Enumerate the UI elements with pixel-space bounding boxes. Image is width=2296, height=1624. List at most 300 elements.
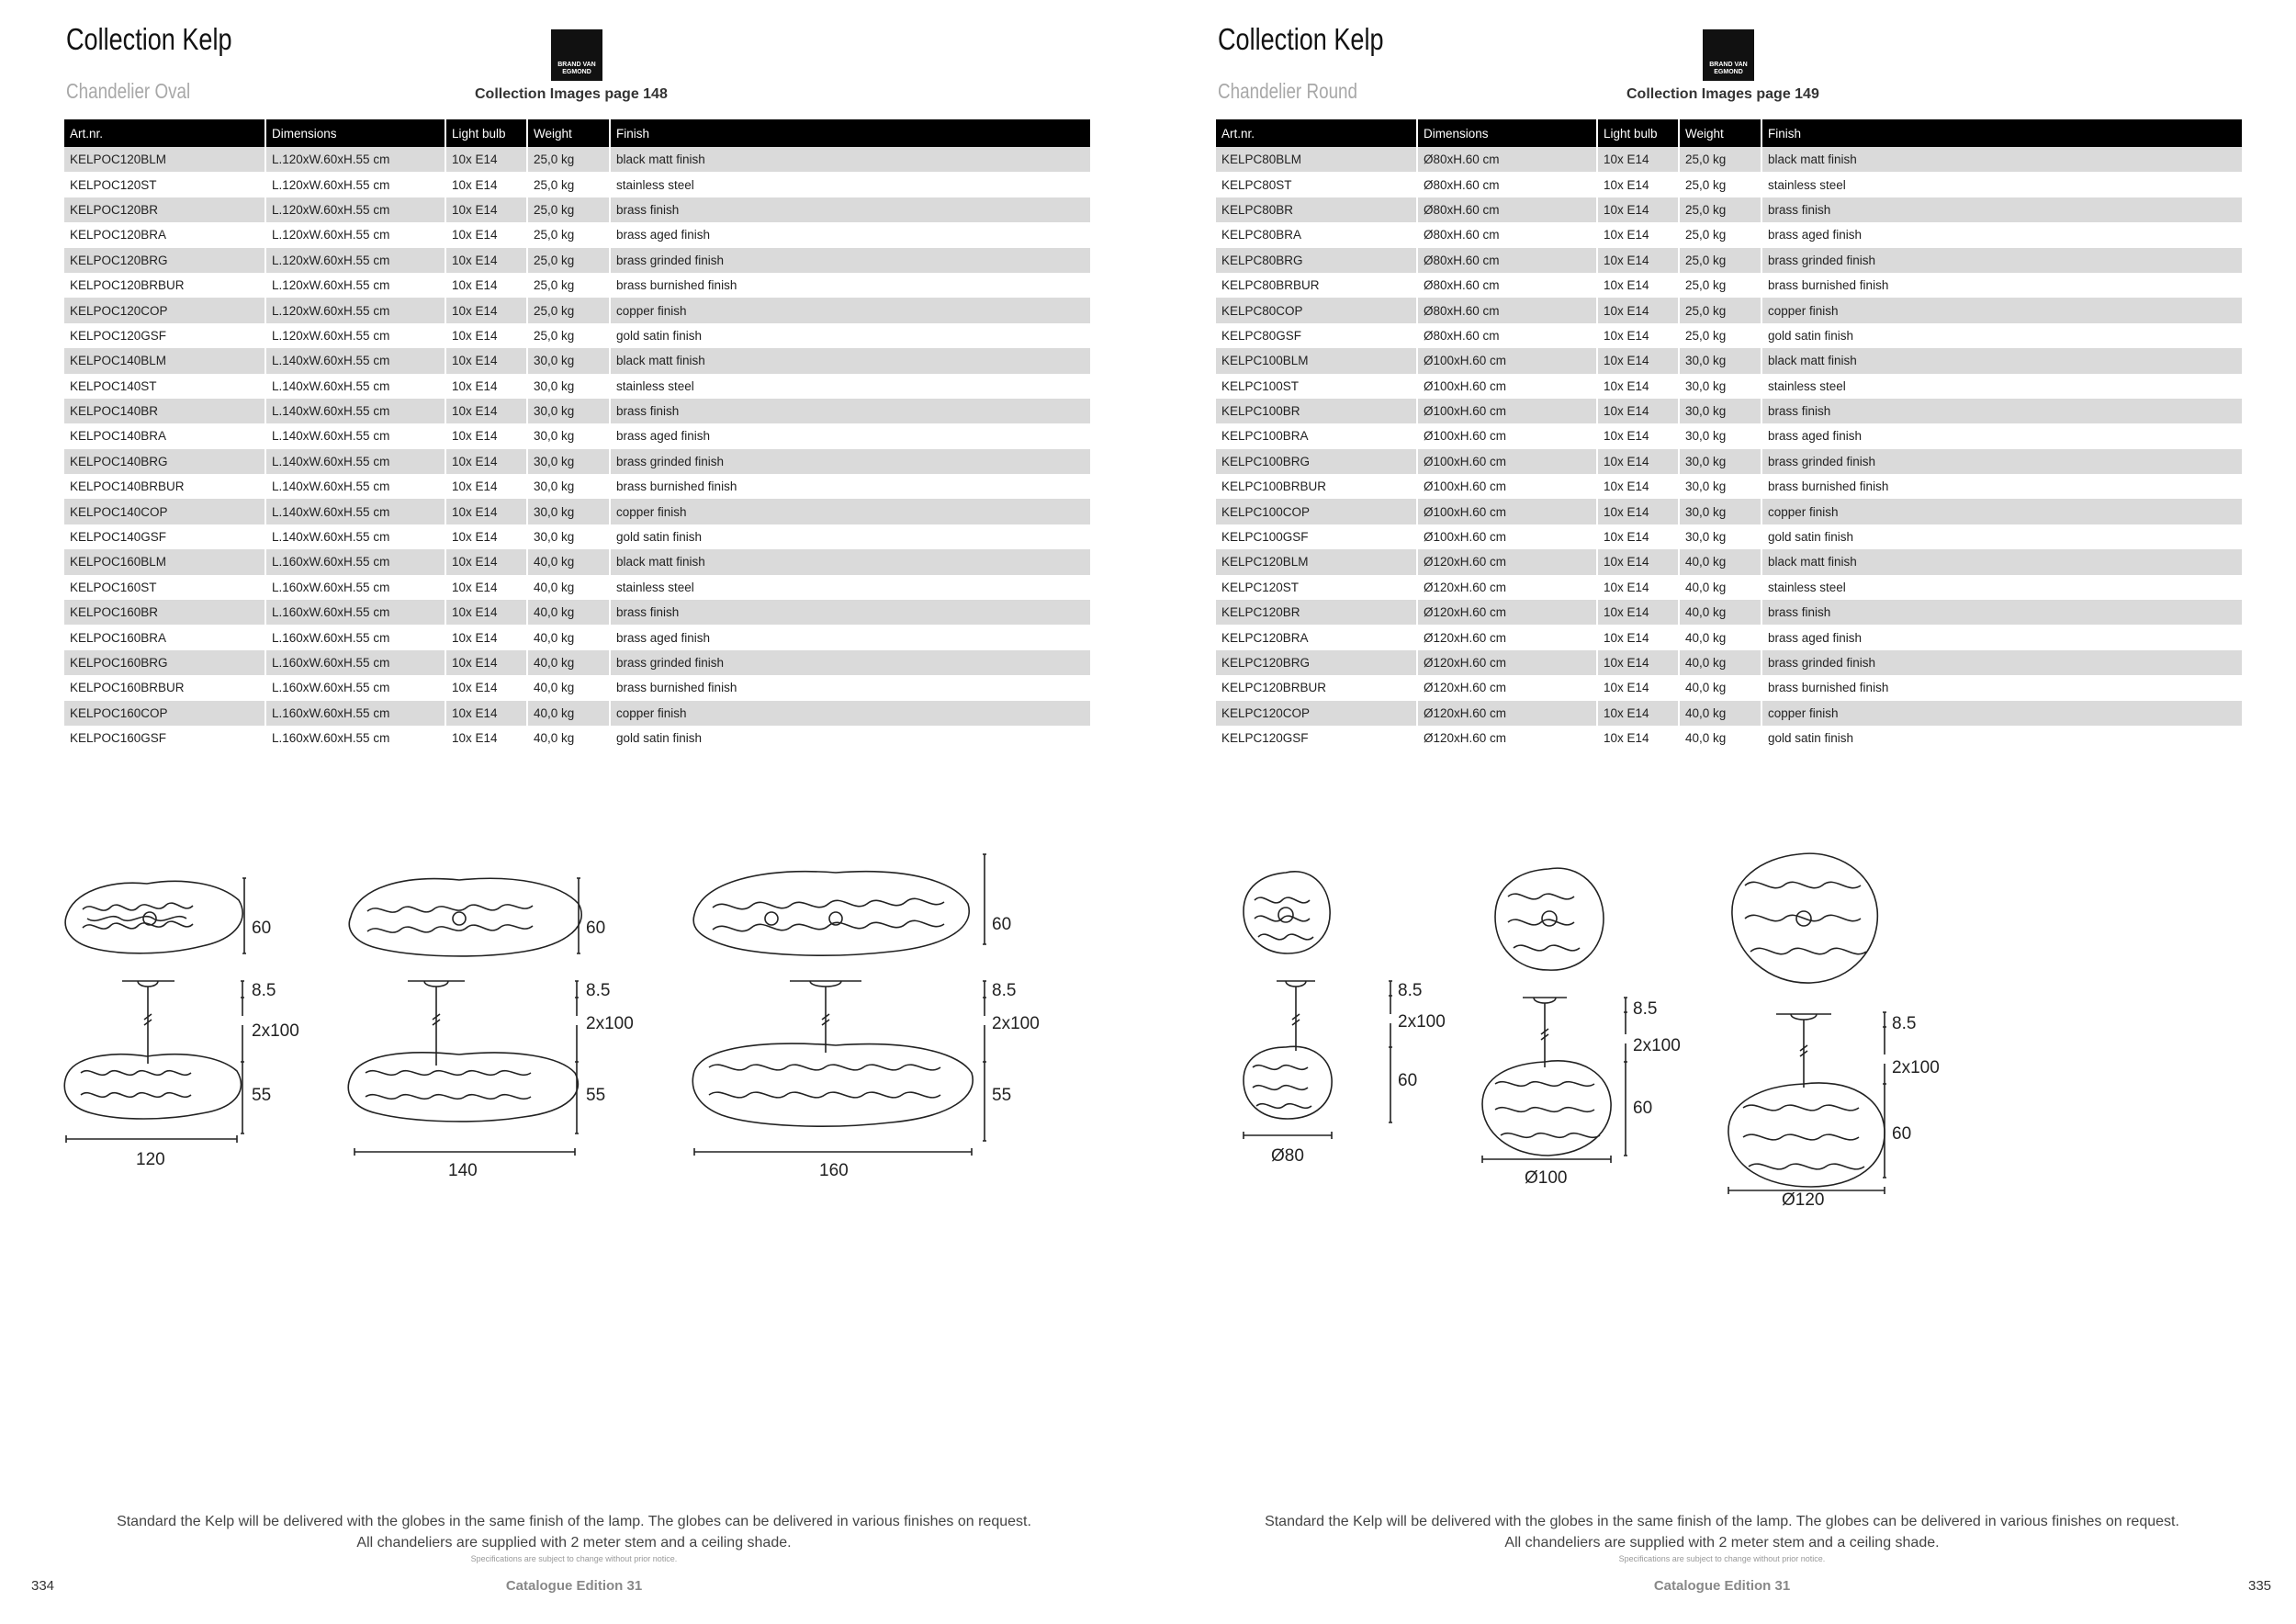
art-nr-cell: KELPC120BRA xyxy=(1216,625,1417,649)
finish-cell: stainless steel xyxy=(1761,575,2242,600)
light-bulb-cell: 10x E14 xyxy=(445,524,527,549)
table-row xyxy=(64,726,1090,750)
art-nr-cell: KELPC100BR xyxy=(1216,399,1417,423)
weight-cell: 30,0 kg xyxy=(1679,524,1761,549)
dimensions-cell: Ø80xH.60 cm xyxy=(1417,147,1597,172)
dim-stem-140: 2x100 xyxy=(586,1014,634,1033)
column-header-art-nr: Art.nr. xyxy=(64,119,265,147)
collection-title: Collection Kelp xyxy=(66,22,232,56)
light-bulb-cell: 10x E14 xyxy=(445,549,527,574)
art-nr-cell: KELPC100BRG xyxy=(1216,449,1417,474)
collection-subtitle: Chandelier Round xyxy=(1218,79,1358,103)
art-nr-cell: KELPC100COP xyxy=(1216,499,1417,524)
finish-cell: stainless steel xyxy=(1761,374,2242,399)
table-row xyxy=(1216,625,2242,649)
dimensions-cell: L.140xW.60xH.55 cm xyxy=(265,524,445,549)
catalogue-edition: Catalogue Edition 31 xyxy=(505,1578,643,1594)
weight-cell: 25,0 kg xyxy=(527,147,610,172)
dim-diameter-80: Ø80 xyxy=(1271,1146,1304,1166)
table-row xyxy=(1216,675,2242,700)
weight-cell: 30,0 kg xyxy=(1679,399,1761,423)
weight-cell: 30,0 kg xyxy=(527,524,610,549)
light-bulb-cell: 10x E14 xyxy=(1597,600,1679,625)
table-row xyxy=(1216,248,2242,273)
dimensions-cell: Ø100xH.60 cm xyxy=(1417,499,1597,524)
dimensions-cell: L.140xW.60xH.55 cm xyxy=(265,499,445,524)
finish-cell: stainless steel xyxy=(610,172,1090,197)
column-header-dimensions: Dimensions xyxy=(265,119,445,147)
weight-cell: 40,0 kg xyxy=(1679,575,1761,600)
finish-cell: copper finish xyxy=(1761,701,2242,726)
light-bulb-cell: 10x E14 xyxy=(445,273,527,298)
table-row xyxy=(1216,222,2242,247)
weight-cell: 30,0 kg xyxy=(527,374,610,399)
light-bulb-cell: 10x E14 xyxy=(445,323,527,348)
weight-cell: 25,0 kg xyxy=(1679,197,1761,222)
art-nr-cell: KELPOC140COP xyxy=(64,499,265,524)
light-bulb-cell: 10x E14 xyxy=(1597,449,1679,474)
column-header-art-nr: Art.nr. xyxy=(1216,119,1417,147)
art-nr-cell: KELPC80BRBUR xyxy=(1216,273,1417,298)
dimensions-cell: L.120xW.60xH.55 cm xyxy=(265,222,445,247)
table-row xyxy=(64,399,1090,423)
dimensions-cell: Ø80xH.60 cm xyxy=(1417,172,1597,197)
light-bulb-cell: 10x E14 xyxy=(445,399,527,423)
light-bulb-cell: 10x E14 xyxy=(445,172,527,197)
weight-cell: 30,0 kg xyxy=(1679,423,1761,448)
finish-cell: brass burnished finish xyxy=(610,675,1090,700)
weight-cell: 30,0 kg xyxy=(527,499,610,524)
table-row xyxy=(64,524,1090,549)
table-row xyxy=(1216,449,2242,474)
dimensions-cell: L.120xW.60xH.55 cm xyxy=(265,323,445,348)
oval-160-side-view xyxy=(692,1043,973,1126)
finish-cell: brass grinded finish xyxy=(1761,248,2242,273)
dimensions-cell: Ø100xH.60 cm xyxy=(1417,524,1597,549)
finish-cell: black matt finish xyxy=(1761,549,2242,574)
page-number: 335 xyxy=(2248,1578,2272,1594)
light-bulb-cell: 10x E14 xyxy=(445,575,527,600)
weight-cell: 40,0 kg xyxy=(527,600,610,625)
dim-stem-120: 2x100 xyxy=(252,1021,299,1041)
light-bulb-cell: 10x E14 xyxy=(1597,675,1679,700)
collection-subtitle: Chandelier Oval xyxy=(66,79,191,103)
dimensions-cell: L.160xW.60xH.55 cm xyxy=(265,726,445,750)
light-bulb-cell: 10x E14 xyxy=(1597,248,1679,273)
table-row xyxy=(1216,575,2242,600)
dimensions-cell: Ø80xH.60 cm xyxy=(1417,273,1597,298)
light-bulb-cell: 10x E14 xyxy=(1597,147,1679,172)
finish-cell: brass finish xyxy=(1761,399,2242,423)
light-bulb-cell: 10x E14 xyxy=(1597,172,1679,197)
art-nr-cell: KELPOC140BRA xyxy=(64,423,265,448)
weight-cell: 25,0 kg xyxy=(1679,172,1761,197)
dimensions-cell: L.140xW.60xH.55 cm xyxy=(265,399,445,423)
art-nr-cell: KELPOC140GSF xyxy=(64,524,265,549)
column-header-weight: Weight xyxy=(1679,119,1761,147)
table-row xyxy=(1216,323,2242,348)
table-row xyxy=(64,374,1090,399)
dim-height-120: 60 xyxy=(1892,1124,1912,1144)
dimensions-cell: Ø120xH.60 cm xyxy=(1417,675,1597,700)
light-bulb-cell: 10x E14 xyxy=(1597,323,1679,348)
finish-cell: black matt finish xyxy=(610,348,1090,373)
delivery-note-line-2: All chandeliers are supplied with 2 meter stem and a ceiling shade. xyxy=(1504,1535,1940,1551)
catalogue-edition: Catalogue Edition 31 xyxy=(1653,1578,1791,1594)
table-row xyxy=(64,474,1090,499)
dimensions-cell: L.140xW.60xH.55 cm xyxy=(265,474,445,499)
dimensions-cell: L.120xW.60xH.55 cm xyxy=(265,248,445,273)
table-row xyxy=(64,248,1090,273)
light-bulb-cell: 10x E14 xyxy=(1597,348,1679,373)
dimensions-cell: L.140xW.60xH.55 cm xyxy=(265,449,445,474)
finish-cell: brass grinded finish xyxy=(610,449,1090,474)
finish-cell: brass burnished finish xyxy=(1761,474,2242,499)
dimensions-cell: L.120xW.60xH.55 cm xyxy=(265,197,445,222)
dimensions-cell: L.120xW.60xH.55 cm xyxy=(265,172,445,197)
dim-stem-100: 2x100 xyxy=(1633,1036,1681,1055)
weight-cell: 40,0 kg xyxy=(527,575,610,600)
finish-cell: brass finish xyxy=(610,197,1090,222)
weight-cell: 30,0 kg xyxy=(527,423,610,448)
table-row xyxy=(1216,650,2242,675)
dimensions-cell: L.160xW.60xH.55 cm xyxy=(265,600,445,625)
finish-cell: brass burnished finish xyxy=(1761,273,2242,298)
table-row xyxy=(1216,423,2242,448)
dim-canopy-120: 8.5 xyxy=(1892,1014,1917,1033)
table-row xyxy=(1216,374,2242,399)
weight-cell: 40,0 kg xyxy=(1679,625,1761,649)
art-nr-cell: KELPOC120BLM xyxy=(64,147,265,172)
light-bulb-cell: 10x E14 xyxy=(445,600,527,625)
table-row xyxy=(64,449,1090,474)
dim-height-top-140: 60 xyxy=(586,919,606,938)
dim-width-140: 140 xyxy=(448,1161,478,1180)
collection-title: Collection Kelp xyxy=(1218,22,1384,56)
art-nr-cell: KELPC120GSF xyxy=(1216,726,1417,750)
finish-cell: copper finish xyxy=(1761,298,2242,322)
table-row xyxy=(1216,726,2242,750)
weight-cell: 25,0 kg xyxy=(1679,248,1761,273)
light-bulb-cell: 10x E14 xyxy=(445,298,527,322)
finish-cell: gold satin finish xyxy=(1761,323,2242,348)
finish-cell: brass grinded finish xyxy=(610,650,1090,675)
weight-cell: 40,0 kg xyxy=(1679,701,1761,726)
column-header-light-bulb: Light bulb xyxy=(1597,119,1679,147)
weight-cell: 40,0 kg xyxy=(527,701,610,726)
light-bulb-cell: 10x E14 xyxy=(1597,650,1679,675)
table-row xyxy=(1216,197,2242,222)
light-bulb-cell: 10x E14 xyxy=(1597,197,1679,222)
dimensions-cell: L.120xW.60xH.55 cm xyxy=(265,147,445,172)
art-nr-cell: KELPC120COP xyxy=(1216,701,1417,726)
art-nr-cell: KELPOC120GSF xyxy=(64,323,265,348)
weight-cell: 30,0 kg xyxy=(527,399,610,423)
art-nr-cell: KELPOC160COP xyxy=(64,701,265,726)
light-bulb-cell: 10x E14 xyxy=(1597,273,1679,298)
table-row xyxy=(64,675,1090,700)
light-bulb-cell: 10x E14 xyxy=(1597,222,1679,247)
art-nr-cell: KELPOC120COP xyxy=(64,298,265,322)
weight-cell: 40,0 kg xyxy=(1679,726,1761,750)
art-nr-cell: KELPC80COP xyxy=(1216,298,1417,322)
dim-canopy-160: 8.5 xyxy=(992,981,1017,1000)
dimensions-cell: Ø120xH.60 cm xyxy=(1417,549,1597,574)
light-bulb-cell: 10x E14 xyxy=(445,374,527,399)
weight-cell: 30,0 kg xyxy=(1679,499,1761,524)
weight-cell: 30,0 kg xyxy=(1679,474,1761,499)
round-80-side-view xyxy=(1244,1046,1332,1119)
weight-cell: 25,0 kg xyxy=(1679,147,1761,172)
weight-cell: 25,0 kg xyxy=(527,197,610,222)
weight-cell: 40,0 kg xyxy=(1679,675,1761,700)
finish-cell: gold satin finish xyxy=(1761,524,2242,549)
art-nr-cell: KELPC80BRG xyxy=(1216,248,1417,273)
table-row xyxy=(64,575,1090,600)
light-bulb-cell: 10x E14 xyxy=(1597,374,1679,399)
dim-canopy-80: 8.5 xyxy=(1398,981,1423,1000)
dimensions-cell: Ø80xH.60 cm xyxy=(1417,248,1597,273)
table-row xyxy=(1216,524,2242,549)
column-header-weight: Weight xyxy=(527,119,610,147)
dimensions-cell: Ø120xH.60 cm xyxy=(1417,625,1597,649)
light-bulb-cell: 10x E14 xyxy=(445,348,527,373)
weight-cell: 40,0 kg xyxy=(1679,650,1761,675)
dim-width-160: 160 xyxy=(819,1161,849,1180)
dimensions-cell: Ø100xH.60 cm xyxy=(1417,348,1597,373)
dimensions-cell: L.120xW.60xH.55 cm xyxy=(265,298,445,322)
finish-cell: black matt finish xyxy=(610,549,1090,574)
round-100-top-view xyxy=(1495,868,1604,970)
light-bulb-cell: 10x E14 xyxy=(1597,298,1679,322)
finish-cell: stainless steel xyxy=(610,374,1090,399)
finish-cell: gold satin finish xyxy=(610,524,1090,549)
light-bulb-cell: 10x E14 xyxy=(445,675,527,700)
weight-cell: 30,0 kg xyxy=(527,348,610,373)
art-nr-cell: KELPOC120BRBUR xyxy=(64,273,265,298)
dimensions-cell: L.160xW.60xH.55 cm xyxy=(265,650,445,675)
light-bulb-cell: 10x E14 xyxy=(1597,524,1679,549)
light-bulb-cell: 10x E14 xyxy=(1597,423,1679,448)
collection-images-reference: Collection Images page 148 xyxy=(475,86,668,102)
dim-height-100: 60 xyxy=(1633,1099,1653,1118)
art-nr-cell: KELPC100BLM xyxy=(1216,348,1417,373)
light-bulb-cell: 10x E14 xyxy=(1597,625,1679,649)
art-nr-cell: KELPOC120BR xyxy=(64,197,265,222)
weight-cell: 40,0 kg xyxy=(527,549,610,574)
art-nr-cell: KELPOC160GSF xyxy=(64,726,265,750)
light-bulb-cell: 10x E14 xyxy=(1597,474,1679,499)
weight-cell: 25,0 kg xyxy=(527,323,610,348)
table-row xyxy=(1216,298,2242,322)
table-row xyxy=(64,650,1090,675)
art-nr-cell: KELPOC140BR xyxy=(64,399,265,423)
round-120-side-view xyxy=(1728,1083,1885,1187)
art-nr-cell: KELPOC120BRA xyxy=(64,222,265,247)
dim-canopy-100: 8.5 xyxy=(1633,999,1658,1019)
light-bulb-cell: 10x E14 xyxy=(445,650,527,675)
brand-logo: BRAND VAN EGMOND xyxy=(551,29,602,81)
disclaimer: Specifications are subject to change without prior notice. xyxy=(1618,1554,1826,1563)
dim-height-body-160: 55 xyxy=(992,1086,1012,1105)
dimensions-cell: Ø80xH.60 cm xyxy=(1417,298,1597,322)
finish-cell: copper finish xyxy=(1761,499,2242,524)
finish-cell: brass grinded finish xyxy=(1761,650,2242,675)
table-row xyxy=(64,323,1090,348)
delivery-note xyxy=(1148,1511,2296,1553)
spec-table xyxy=(1216,119,2242,750)
dim-diameter-100: Ø100 xyxy=(1525,1168,1568,1188)
light-bulb-cell: 10x E14 xyxy=(1597,549,1679,574)
finish-cell: brass grinded finish xyxy=(610,248,1090,273)
oval-140-side-view xyxy=(348,1053,578,1122)
table-row xyxy=(64,499,1090,524)
finish-cell: brass aged finish xyxy=(1761,423,2242,448)
dim-canopy-120: 8.5 xyxy=(252,981,276,1000)
dim-height-top-160: 60 xyxy=(992,915,1012,934)
table-header-row xyxy=(64,119,1090,147)
oval-120-side-view xyxy=(64,1054,241,1119)
weight-cell: 40,0 kg xyxy=(527,625,610,649)
dim-height-body-120: 55 xyxy=(252,1086,272,1105)
dimensions-cell: Ø120xH.60 cm xyxy=(1417,575,1597,600)
dimensions-cell: L.160xW.60xH.55 cm xyxy=(265,549,445,574)
light-bulb-cell: 10x E14 xyxy=(445,423,527,448)
finish-cell: brass finish xyxy=(1761,600,2242,625)
light-bulb-cell: 10x E14 xyxy=(1597,726,1679,750)
table-row xyxy=(64,701,1090,726)
weight-cell: 25,0 kg xyxy=(1679,323,1761,348)
art-nr-cell: KELPOC160BRG xyxy=(64,650,265,675)
weight-cell: 25,0 kg xyxy=(527,248,610,273)
art-nr-cell: KELPOC140BRG xyxy=(64,449,265,474)
weight-cell: 30,0 kg xyxy=(1679,348,1761,373)
dim-diameter-120: Ø120 xyxy=(1782,1190,1825,1210)
table-row xyxy=(1216,172,2242,197)
weight-cell: 40,0 kg xyxy=(527,650,610,675)
light-bulb-cell: 10x E14 xyxy=(445,701,527,726)
art-nr-cell: KELPC80BRA xyxy=(1216,222,1417,247)
art-nr-cell: KELPOC160BRA xyxy=(64,625,265,649)
finish-cell: copper finish xyxy=(610,701,1090,726)
weight-cell: 30,0 kg xyxy=(1679,449,1761,474)
finish-cell: brass aged finish xyxy=(610,423,1090,448)
art-nr-cell: KELPC100GSF xyxy=(1216,524,1417,549)
finish-cell: brass grinded finish xyxy=(1761,449,2242,474)
weight-cell: 25,0 kg xyxy=(1679,298,1761,322)
delivery-note-line-1: Standard the Kelp will be delivered with the globes in the same finish of the lamp. The globes can be delivered in various finishes on request. xyxy=(1265,1514,2179,1529)
dimensions-cell: Ø80xH.60 cm xyxy=(1417,197,1597,222)
dimensions-cell: Ø80xH.60 cm xyxy=(1417,323,1597,348)
art-nr-cell: KELPOC140BRBUR xyxy=(64,474,265,499)
column-header-finish: Finish xyxy=(610,119,1090,147)
finish-cell: brass finish xyxy=(1761,197,2242,222)
weight-cell: 25,0 kg xyxy=(527,172,610,197)
table-row xyxy=(1216,273,2242,298)
table-row xyxy=(64,172,1090,197)
finish-cell: gold satin finish xyxy=(610,323,1090,348)
light-bulb-cell: 10x E14 xyxy=(445,222,527,247)
finish-cell: stainless steel xyxy=(610,575,1090,600)
light-bulb-cell: 10x E14 xyxy=(1597,499,1679,524)
dimensions-cell: Ø100xH.60 cm xyxy=(1417,449,1597,474)
dim-canopy-140: 8.5 xyxy=(586,981,611,1000)
dimensions-cell: Ø120xH.60 cm xyxy=(1417,650,1597,675)
finish-cell: brass aged finish xyxy=(1761,222,2242,247)
dimensions-cell: Ø100xH.60 cm xyxy=(1417,399,1597,423)
art-nr-cell: KELPC100BRBUR xyxy=(1216,474,1417,499)
art-nr-cell: KELPC80ST xyxy=(1216,172,1417,197)
light-bulb-cell: 10x E14 xyxy=(1597,701,1679,726)
column-header-dimensions: Dimensions xyxy=(1417,119,1597,147)
finish-cell: black matt finish xyxy=(610,147,1090,172)
weight-cell: 40,0 kg xyxy=(1679,549,1761,574)
column-header-finish: Finish xyxy=(1761,119,2242,147)
art-nr-cell: KELPOC140BLM xyxy=(64,348,265,373)
art-nr-cell: KELPC80BLM xyxy=(1216,147,1417,172)
finish-cell: copper finish xyxy=(610,499,1090,524)
finish-cell: brass aged finish xyxy=(610,625,1090,649)
disclaimer: Specifications are subject to change without prior notice. xyxy=(470,1554,678,1563)
table-row xyxy=(64,197,1090,222)
table-row xyxy=(1216,399,2242,423)
dimensions-cell: L.160xW.60xH.55 cm xyxy=(265,625,445,649)
finish-cell: brass finish xyxy=(610,600,1090,625)
table-row xyxy=(1216,474,2242,499)
weight-cell: 40,0 kg xyxy=(527,726,610,750)
art-nr-cell: KELPOC140ST xyxy=(64,374,265,399)
weight-cell: 40,0 kg xyxy=(527,675,610,700)
art-nr-cell: KELPC100BRA xyxy=(1216,423,1417,448)
light-bulb-cell: 10x E14 xyxy=(445,499,527,524)
light-bulb-cell: 10x E14 xyxy=(445,726,527,750)
brand-logo: BRAND VAN EGMOND xyxy=(1703,29,1754,81)
finish-cell: black matt finish xyxy=(1761,147,2242,172)
delivery-note-line-2: All chandeliers are supplied with 2 meter stem and a ceiling shade. xyxy=(356,1535,792,1551)
finish-cell: black matt finish xyxy=(1761,348,2242,373)
dimensions-cell: L.120xW.60xH.55 cm xyxy=(265,273,445,298)
art-nr-cell: KELPOC120ST xyxy=(64,172,265,197)
dimensions-cell: Ø80xH.60 cm xyxy=(1417,222,1597,247)
dim-height-80: 60 xyxy=(1398,1071,1418,1090)
finish-cell: brass burnished finish xyxy=(1761,675,2242,700)
delivery-note-line-1: Standard the Kelp will be delivered with the globes in the same finish of the lamp. The globes can be delivered in various finishes on request. xyxy=(117,1514,1031,1529)
weight-cell: 30,0 kg xyxy=(527,474,610,499)
art-nr-cell: KELPOC160ST xyxy=(64,575,265,600)
dimensions-cell: L.140xW.60xH.55 cm xyxy=(265,348,445,373)
dim-stem-160: 2x100 xyxy=(992,1014,1040,1033)
finish-cell: gold satin finish xyxy=(1761,726,2242,750)
dimensions-cell: Ø120xH.60 cm xyxy=(1417,600,1597,625)
finish-cell: stainless steel xyxy=(1761,172,2242,197)
art-nr-cell: KELPOC160BRBUR xyxy=(64,675,265,700)
finish-cell: brass burnished finish xyxy=(610,273,1090,298)
dimensions-cell: L.140xW.60xH.55 cm xyxy=(265,423,445,448)
dim-height-body-140: 55 xyxy=(586,1086,606,1105)
light-bulb-cell: 10x E14 xyxy=(445,197,527,222)
round-120-top-view xyxy=(1732,853,1877,983)
art-nr-cell: KELPOC160BR xyxy=(64,600,265,625)
table-row xyxy=(64,423,1090,448)
page-number: 334 xyxy=(31,1578,55,1594)
round-100-side-view xyxy=(1482,1061,1611,1156)
collection-images-reference: Collection Images page 149 xyxy=(1626,86,1819,102)
finish-cell: brass burnished finish xyxy=(610,474,1090,499)
art-nr-cell: KELPC120BRG xyxy=(1216,650,1417,675)
column-header-light-bulb: Light bulb xyxy=(445,119,527,147)
weight-cell: 25,0 kg xyxy=(527,222,610,247)
art-nr-cell: KELPC80BR xyxy=(1216,197,1417,222)
